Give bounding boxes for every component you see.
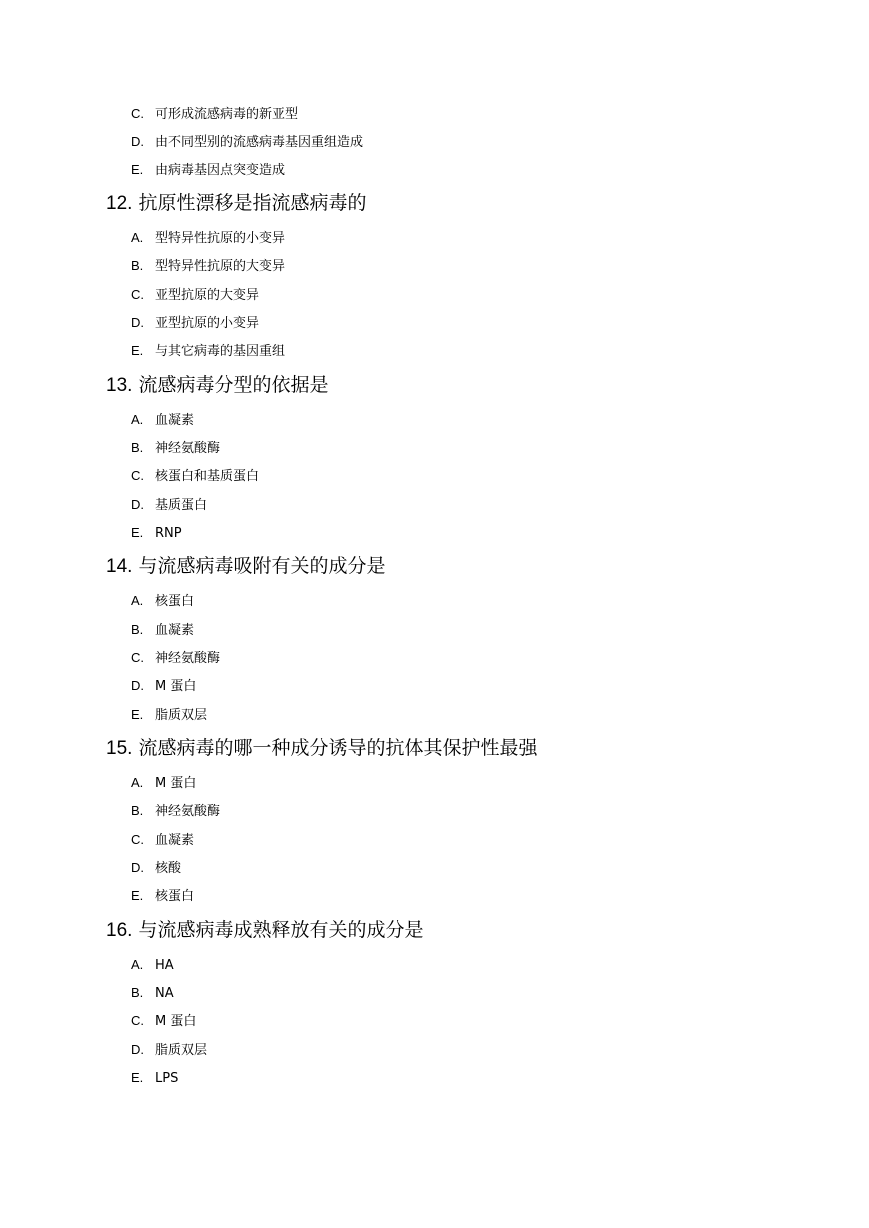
option-row bbox=[131, 984, 174, 1002]
option-letter: B. bbox=[131, 985, 144, 1000]
option-letter: B. bbox=[131, 258, 144, 273]
option-text: 血凝素 bbox=[155, 833, 195, 848]
option-text: 型特异性抗原的小变异 bbox=[155, 231, 286, 246]
question-number: 13. bbox=[106, 375, 133, 396]
option-text: 与其它病毒的基因重组 bbox=[155, 344, 286, 359]
option-row bbox=[131, 956, 174, 974]
option-text: 核蛋白和基质蛋白 bbox=[155, 469, 260, 484]
option-letter: B. bbox=[131, 440, 144, 455]
option-row bbox=[131, 1041, 207, 1059]
option-letter: C. bbox=[131, 106, 144, 121]
question-heading bbox=[106, 553, 385, 579]
question-stem: 与流感病毒成熟释放有关的成分是 bbox=[138, 919, 424, 941]
option-row bbox=[131, 496, 207, 514]
option-letter: B. bbox=[131, 622, 144, 637]
option-row bbox=[131, 887, 194, 905]
option-row bbox=[131, 802, 220, 820]
question-heading bbox=[106, 190, 366, 216]
option-text: 由不同型别的流感病毒基因重组造成 bbox=[155, 135, 364, 150]
question-number: 14. bbox=[106, 556, 133, 577]
option-row bbox=[131, 314, 259, 332]
option-row bbox=[131, 161, 285, 179]
option-row bbox=[131, 592, 194, 610]
option-row bbox=[131, 677, 196, 695]
question-number: 15. bbox=[106, 738, 133, 759]
question-heading bbox=[106, 372, 328, 398]
option-letter: B. bbox=[131, 803, 144, 818]
option-row bbox=[131, 467, 259, 485]
option-text: 核蛋白 bbox=[155, 594, 195, 609]
option-text: 可形成流感病毒的新亚型 bbox=[155, 107, 299, 122]
option-text: 脂质双层 bbox=[155, 708, 208, 723]
option-row bbox=[131, 1069, 178, 1087]
option-text: 基质蛋白 bbox=[155, 498, 208, 513]
option-text: NA bbox=[155, 986, 174, 1001]
option-text: 核酸 bbox=[155, 861, 182, 876]
option-row bbox=[131, 1012, 196, 1030]
option-text: 神经氨酸酶 bbox=[155, 651, 221, 666]
option-text: LPS bbox=[155, 1071, 179, 1086]
option-letter: D. bbox=[131, 497, 144, 512]
option-letter: E. bbox=[131, 162, 144, 177]
option-text: M 蛋白 bbox=[155, 1014, 197, 1029]
option-letter: C. bbox=[131, 650, 144, 665]
option-text: 神经氨酸酶 bbox=[155, 804, 221, 819]
option-letter: A. bbox=[131, 593, 144, 608]
option-letter: E. bbox=[131, 343, 144, 358]
option-row bbox=[131, 105, 298, 123]
option-letter: D. bbox=[131, 315, 144, 330]
option-text: 脂质双层 bbox=[155, 1043, 208, 1058]
option-letter: D. bbox=[131, 134, 144, 149]
question-stem: 流感病毒分型的依据是 bbox=[138, 374, 329, 396]
option-row bbox=[131, 649, 220, 667]
option-row bbox=[131, 774, 196, 792]
option-row bbox=[131, 439, 220, 457]
option-row bbox=[131, 286, 259, 304]
option-letter: A. bbox=[131, 230, 144, 245]
option-letter: A. bbox=[131, 957, 144, 972]
option-text: 核蛋白 bbox=[155, 889, 195, 904]
option-row bbox=[131, 859, 181, 877]
question-stem: 抗原性漂移是指流感病毒的 bbox=[138, 192, 367, 214]
option-text: M 蛋白 bbox=[155, 776, 197, 791]
option-letter: E. bbox=[131, 888, 144, 903]
option-text: RNP bbox=[155, 526, 182, 541]
option-text: 神经氨酸酶 bbox=[155, 441, 221, 456]
option-row bbox=[131, 524, 182, 542]
option-letter: E. bbox=[131, 1070, 144, 1085]
option-row bbox=[131, 411, 194, 429]
option-row bbox=[131, 229, 285, 247]
option-row bbox=[131, 342, 285, 360]
question-heading bbox=[106, 917, 423, 943]
option-row bbox=[131, 133, 363, 151]
option-letter: C. bbox=[131, 832, 144, 847]
option-text: 亚型抗原的大变异 bbox=[155, 288, 260, 303]
option-row bbox=[131, 257, 285, 275]
question-stem: 与流感病毒吸附有关的成分是 bbox=[138, 555, 386, 577]
option-letter: A. bbox=[131, 775, 144, 790]
option-text: 亚型抗原的小变异 bbox=[155, 316, 260, 331]
option-letter: A. bbox=[131, 412, 144, 427]
option-text: 血凝素 bbox=[155, 413, 195, 428]
question-number: 16. bbox=[106, 920, 133, 941]
option-row bbox=[131, 706, 207, 724]
option-letter: D. bbox=[131, 860, 144, 875]
option-text: HA bbox=[155, 958, 174, 973]
option-text: 型特异性抗原的大变异 bbox=[155, 259, 286, 274]
option-text: 血凝素 bbox=[155, 623, 195, 638]
option-letter: D. bbox=[131, 1042, 144, 1057]
question-number: 12. bbox=[106, 193, 133, 214]
option-letter: C. bbox=[131, 287, 144, 302]
option-letter: E. bbox=[131, 707, 144, 722]
option-letter: D. bbox=[131, 678, 144, 693]
option-row bbox=[131, 621, 194, 639]
option-letter: E. bbox=[131, 525, 144, 540]
question-heading bbox=[106, 735, 537, 761]
option-row bbox=[131, 831, 194, 849]
option-letter: C. bbox=[131, 468, 144, 483]
question-stem: 流感病毒的哪一种成分诱导的抗体其保护性最强 bbox=[138, 737, 538, 759]
option-text: M 蛋白 bbox=[155, 679, 197, 694]
option-letter: C. bbox=[131, 1013, 144, 1028]
option-text: 由病毒基因点突变造成 bbox=[155, 163, 286, 178]
